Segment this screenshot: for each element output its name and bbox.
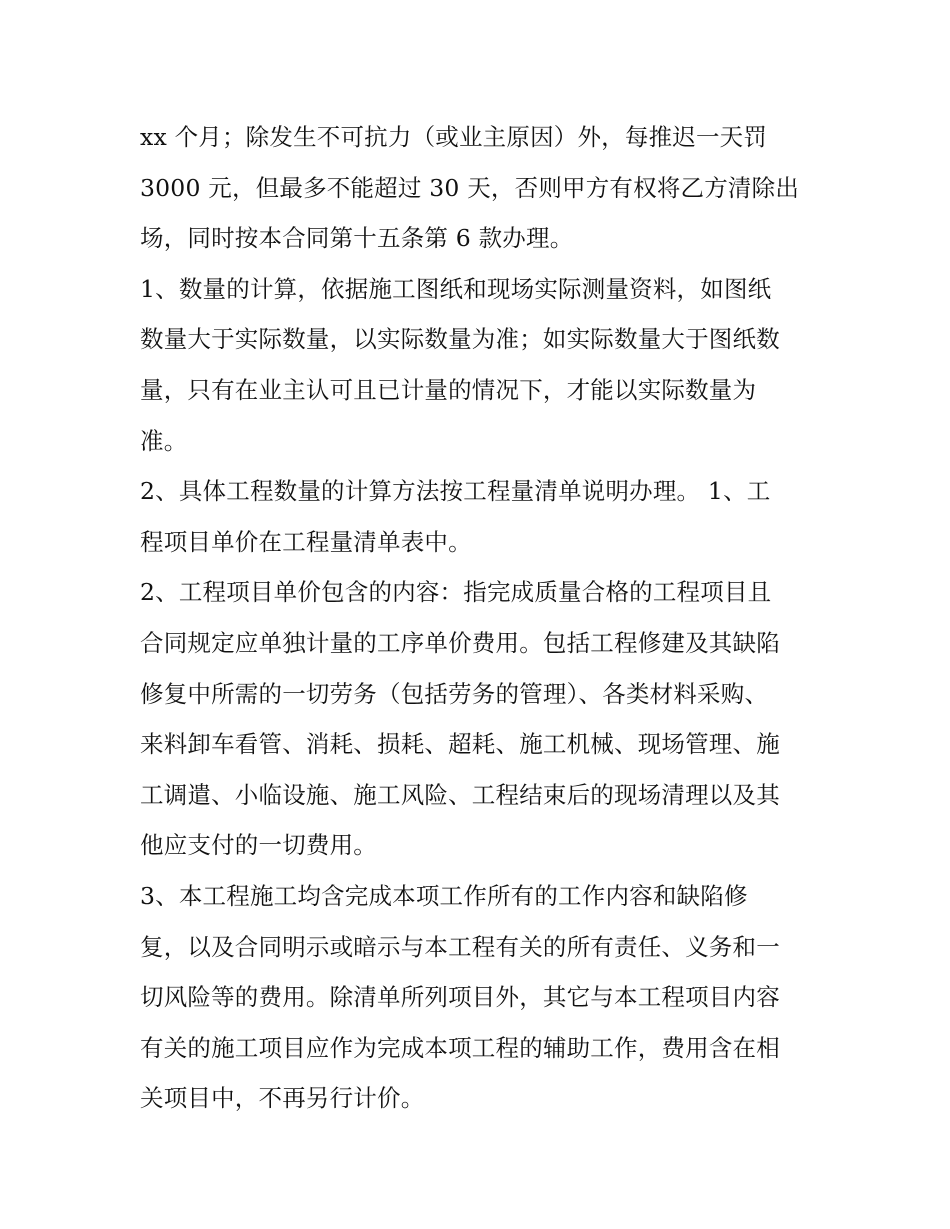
- text-line: 切风险等的费用。除清单所列项目外，其它与本工程项目内容: [140, 983, 780, 1012]
- document-body: [140, 112, 812, 1124]
- text-line: 2、工程项目单价包含的内容：指完成质量合格的工程项目且: [140, 578, 772, 607]
- text-line: 有关的施工项目应作为完成本项工程的辅助工作，费用含在相: [140, 1033, 780, 1062]
- text-line: 修复中所需的一切劳务（包括劳务的管理）、各类材料采购、: [140, 679, 769, 708]
- text-line: 程项目单价在工程量清单表中。: [140, 527, 472, 556]
- text-line: 关项目中，不再另行计价。: [140, 1084, 425, 1113]
- text-line: 场，同时按本合同第十五条第 6 款办理。: [140, 224, 574, 253]
- text-line: xx 个月；除发生不可抗力（或业主原因）外，每推迟一天罚: [140, 123, 768, 151]
- text-line: 工调遣、小临设施、施工风险、工程结束后的现场清理以及其: [140, 780, 780, 809]
- text-line: 他应支付的一切费用。: [140, 831, 377, 860]
- text-line: 3000 元，但最多不能超过 30 天，否则甲方有权将乙方清除出: [140, 173, 800, 202]
- text-line: 2、具体工程数量的计算方法按工程量清单说明办理。 1、工: [140, 477, 771, 506]
- text-line: 准。: [140, 426, 188, 455]
- text-line: 合同规定应单独计量的工序单价费用。包括工程修建及其缺陷: [140, 628, 780, 657]
- text-line: 来料卸车看管、消耗、损耗、超耗、施工机械、现场管理、施: [140, 730, 780, 759]
- text-line: 1、数量的计算，依据施工图纸和现场实际测量资料，如图纸: [140, 274, 772, 303]
- text-line: 复，以及合同明示或暗示与本工程有关的所有责任、义务和一: [140, 932, 780, 961]
- text-line: 量，只有在业主认可且已计量的情况下，才能以实际数量为: [140, 375, 757, 404]
- text-line: 3、本工程施工均含完成本项工作所有的工作内容和缺陷修: [140, 881, 748, 910]
- text-line: 数量大于实际数量，以实际数量为准；如实际数量大于图纸数: [140, 325, 780, 354]
